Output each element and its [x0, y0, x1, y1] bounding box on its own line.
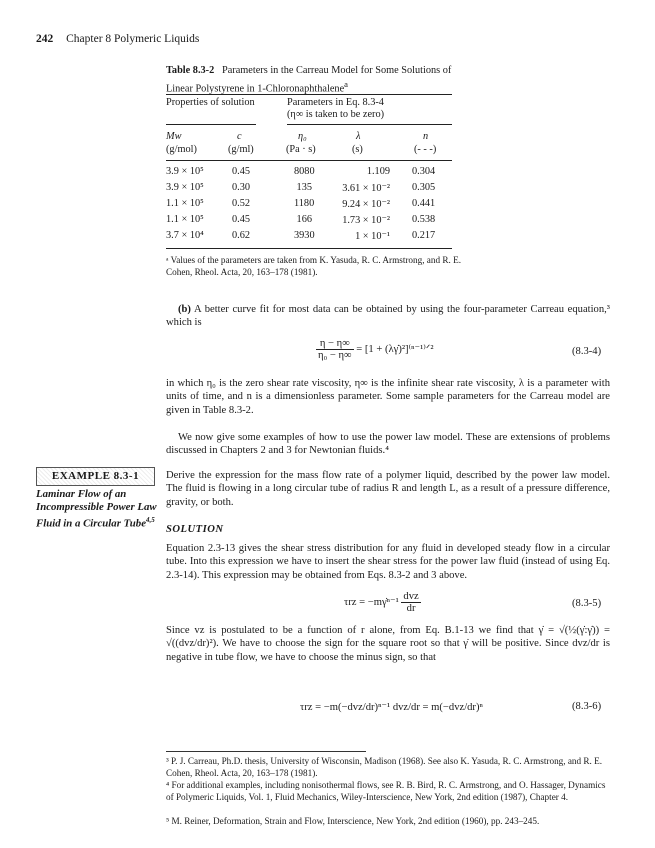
cell-c: 0.52: [232, 198, 251, 209]
example-problem: Derive the expression for the mass flow rate of a polymer liquid, described by the power law model. The fluid is flowing in a long circular tube of radius R and length L, as a result of a pressure difference, gravity, or both.: [166, 470, 610, 508]
cell-c: 0.62: [232, 230, 251, 241]
example-title: [36, 488, 164, 531]
eq835-fraction: [401, 591, 420, 614]
example-label-box: [36, 467, 155, 486]
table-caption: [166, 65, 466, 96]
eq835-lhs: τrz = −mγ̇ⁿ⁻¹: [344, 596, 399, 608]
cell-n: 0.217: [412, 230, 436, 241]
cell-lambda: 1.73 × 10⁻²: [342, 215, 390, 226]
col-unit-c: (g/ml): [228, 144, 254, 155]
chapter-title: Chapter 8 Polymeric Liquids: [66, 33, 200, 45]
col-header-lambda: λ: [356, 131, 361, 142]
cell-mw: 3.9 × 10⁵: [166, 182, 204, 193]
table-group-left: Properties of solution: [166, 97, 255, 108]
cell-lambda: 3.61 × 10⁻²: [342, 183, 390, 194]
table-footnote: ᵃ Values of the parameters are taken from K. Yasuda, R. C. Armstrong, and R. E. Cohen, Rheol. Acta, 20, 163–178 (1981).: [166, 255, 462, 277]
solution-heading: SOLUTION: [166, 524, 224, 535]
cell-c: 0.45: [232, 214, 251, 225]
cell-c: 0.45: [232, 166, 251, 177]
example-title-mark: 4,5: [146, 516, 155, 525]
equation-8-3-5: [344, 591, 421, 614]
solution-para-1: Equation 2.3-13 gives the shear stress distribution for any fluid in developed steady flow in a circular tube. Into this expression we have to insert the shear stress for the power law fluid (instead of using Eq. 2.3-14). This expression may be obtained from Eqs. 8.3-2 and 3 above.: [166, 543, 610, 581]
col-unit-n: (- - -): [414, 144, 437, 155]
cell-eta0: 3930: [294, 230, 315, 241]
footnote-3: ³ P. J. Carreau, Ph.D. thesis, University of Wisconsin, Madison (1968). See also K. Yasuda, R. C. Armstrong, and R. E. Cohen, Rheol. Acta, 20, 163–178 (1981).: [166, 756, 603, 778]
cell-n: 0.441: [412, 198, 436, 209]
table-caption-mark: a: [344, 78, 348, 89]
table-group-right-rule: [287, 124, 452, 125]
col-header-n: n: [423, 131, 429, 142]
cell-mw: 3.7 × 10⁴: [166, 230, 204, 241]
eq834-lhs: [316, 338, 354, 361]
table-group-left-rule: [166, 124, 256, 125]
cell-c: 0.30: [232, 182, 251, 193]
cell-eta0: 1180: [294, 198, 315, 209]
table-header-rule: [166, 160, 452, 161]
eq835-denominator: dr: [406, 603, 416, 614]
cell-lambda: 9.24 × 10⁻²: [342, 199, 390, 210]
table-group-right: [287, 97, 457, 122]
eq834-lhs-denominator: η₀ − η∞: [318, 350, 352, 361]
cell-eta0: 135: [296, 182, 312, 193]
page-number: 242: [36, 33, 54, 45]
cell-mw: 3.9 × 10⁵: [166, 166, 204, 177]
footnote-rule: [166, 751, 366, 752]
cell-mw: 1.1 × 10⁵: [166, 214, 204, 225]
cell-eta0: 166: [296, 214, 312, 225]
para-inwhich: in which η₀ is the zero shear rate viscosity, η∞ is the infinite shear rate viscosity, λ is a parameter with units of time, and n is a dimensionless parameter. Some sample parameters for the Carreau model are given in Table 8.3-2.: [166, 378, 610, 416]
example-title-text: Laminar Flow of an Incompressible Power Law Fluid in a Circular Tube: [36, 488, 157, 530]
eq836-number: (8.3-6): [572, 701, 602, 712]
cell-lambda: 1 × 10⁻¹: [355, 231, 390, 242]
para-wenow: We now give some examples of how to use the power law model. These are extensions of problems discussed in Chapters 2 and 3 for Newtonian fluids.⁴: [166, 432, 610, 457]
cell-eta0: 8080: [294, 166, 315, 177]
cell-n: 0.538: [412, 214, 436, 225]
cell-n: 0.304: [412, 166, 436, 177]
para-b-text: A better curve fit for most data can be obtained by using the four-parameter Carreau equation,³ which is: [166, 304, 610, 329]
eq834-number: (8.3-4): [572, 346, 602, 357]
eq834-rhs: = [1 + (λγ̇)²]⁽ⁿ⁻¹⁾ᐟ²: [356, 343, 434, 355]
solution-para-2: Since vz is postulated to be a function of r alone, from Eq. B.1-13 we find that γ̇ = √(½(γ̇:γ̇)) = √((dvz/dr)²). We have to choose the sign for the square root so that γ̇ will be positive. Since dvz/dr is negative in tube flow, we have to choose the minus sign, so that: [166, 625, 610, 663]
running-header: [36, 33, 199, 45]
table-label: Table 8.3-2: [166, 65, 215, 76]
para-b: [166, 303, 610, 330]
col-unit-mw: (g/mol): [166, 144, 197, 155]
col-unit-lambda: (s): [352, 144, 363, 155]
eq835-numerator: dvz: [403, 591, 419, 602]
footnote-4: ⁴ For additional examples, including nonisothermal flows, see R. B. Bird, R. C. Armstrong, and O. Hassager, Dynamics of Polymeric Liquids, Vol. 1, Fluid Mechanics, Wiley-Interscience, New York, 2nd edition (1987), Chapter 4.: [166, 780, 606, 802]
col-unit-eta0: (Pa · s): [286, 144, 316, 155]
col-header-c: c: [237, 131, 242, 142]
footnote-5: ⁵ M. Reiner, Deformation, Strain and Flow, Interscience, New York, 2nd edition (1960), pp. 243–245.: [166, 816, 540, 826]
equation-8-3-6: τrz = −m(−dvz/dr)ⁿ⁻¹ dvz/dr = m(−dvz/dr)ⁿ: [300, 702, 483, 713]
table-top-rule: [166, 94, 452, 95]
col-header-eta0: η₀: [298, 131, 307, 142]
eq835-number: (8.3-5): [572, 598, 602, 609]
cell-mw: 1.1 × 10⁵: [166, 198, 204, 209]
cell-n: 0.305: [412, 182, 436, 193]
table-group-right-title: Parameters in Eq. 8.3-4: [287, 97, 384, 108]
para-b-label: (b): [178, 304, 191, 315]
eq834-lhs-numerator: η − η∞: [316, 338, 354, 350]
equation-8-3-4: [316, 338, 434, 361]
col-header-mw: Mw: [166, 131, 182, 142]
table-caption-text: Parameters in the Carreau Model for Some Solutions of Linear Polystyrene in 1-Chloronaphthalene: [166, 65, 452, 95]
cell-lambda: 1.109: [366, 166, 390, 177]
table-bottom-rule: [166, 248, 452, 249]
table-group-right-note: (η∞ is taken to be zero): [287, 109, 385, 121]
example-label: EXAMPLE 8.3-1: [37, 468, 154, 485]
